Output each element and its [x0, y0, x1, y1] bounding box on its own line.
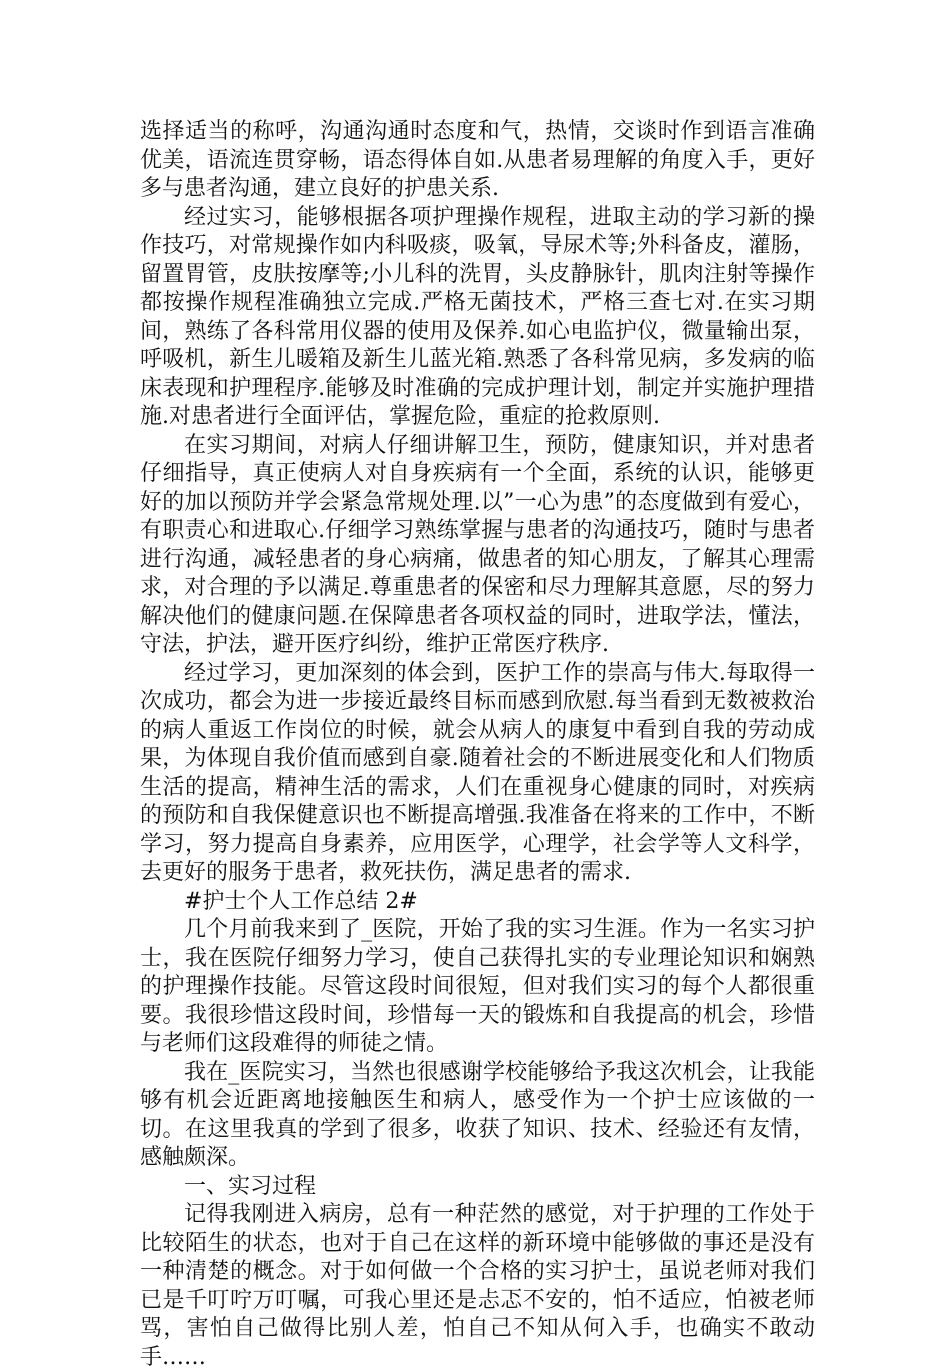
- paragraph-2: 经过实习，能够根据各项护理操作规程，进取主动的学习新的操作技巧，对常规操作如内科吸痰，吸氧，导尿术等;外科备皮，灌肠，留置胃管，皮肤按摩等;小儿科的洗胃，头皮静脉针，肌肉注射等操作都按操作规程准确独立完成.严格无菌技术，严格三查七对.在实习期间，熟练了各科常用仪器的使用及保养.如心电监护仪，微量输出泵，呼吸机，新生儿暖箱及新生儿蓝光箱.熟悉了各科常见病，多发病的临床表现和护理程序.能够及时准确的完成护理计划，制定并实施护理措施.对患者进行全面评估，掌握危险，重症的抢救原则.: [140, 204, 815, 429]
- paragraph-5: 几个月前我来到了_医院，开始了我的实习生涯。作为一名实习护士，我在医院仔细努力学习，使自己获得扎实的专业理论知识和娴熟的护理操作技能。尽管这段时间很短，但对我们实习的每个人都很重要。我很珍惜这段时间，珍惜每一天的锻炼和自我提高的机会，珍惜与老师们这段难得的师徒之情。: [140, 917, 815, 1056]
- section-heading-internship-process: 一、实习过程: [184, 1173, 317, 1199]
- paragraph-1: 选择适当的称呼，沟通沟通时态度和气，热情，交谈时作到语言准确优美，语流连贯穿畅，语态得体自如.从患者易理解的角度入手，更好多与患者沟通，建立良好的护患关系.: [140, 119, 815, 201]
- document-body: [140, 118, 815, 1372]
- paragraph-3: 在实习期间，对病人仔细讲解卫生，预防，健康知识，并对患者仔细指导，真正使病人对自身疾病有一个全面，系统的认识，能够更好的加以预防并学会紧急常规处理.以”一心为患”的态度做到有爱心，有职责心和进取心.仔细学习熟练掌握与患者的沟通技巧，随时与患者进行沟通，减轻患者的身心病痛，做患者的知心朋友，了解其心理需求，对合理的予以满足.尊重患者的保密和尽力理解其意愿，尽的努力解决他们的健康问题.在保障患者各项权益的同时，进取学法，懂法，守法，护法，避开医疗纠纷，维护正常医疗秩序.: [140, 432, 815, 657]
- paragraph-4: 经过学习，更加深刻的体会到，医护工作的崇高与伟大.每取得一次成功，都会为进一步接近最终目标而感到欣慰.每当看到无数被救治的病人重返工作岗位的时候，就会从病人的康复中看到自我的劳动成果，为体现自我价值而感到自豪.随着社会的不断进展变化和人们物质生活的提高，精神生活的需求，人们在重视身心健康的同时，对疾病的预防和自我保健意识也不断提高增强.我准备在将来的工作中，不断学习，努力提高自身素养，应用医学，心理学，社会学等人文科学，去更好的服务于患者，救死扶伤，满足患者的需求.: [140, 660, 815, 885]
- section-heading-summary-2: #护士个人工作总结 2#: [184, 888, 418, 914]
- paragraph-6: 我在_医院实习，当然也很感谢学校能够给予我这次机会，让我能够有机会近距离地接触医生和病人，感受作为一个护士应该做的一切。在这里我真的学到了很多，收获了知识、技术、经验还有友情，感触颇深。: [140, 1059, 815, 1170]
- paragraph-7: 记得我刚进入病房，总有一种茫然的感觉，对于护理的工作处于比较陌生的状态，也对于自己在这样的新环境中能够做的事还是没有一种清楚的概念。对于如何做一个合格的实习护士，虽说老师对我们已是千叮咛万叮嘱，可我心里还是忐忑不安的，怕不适应，怕被老师骂，害怕自己做得比别人差，怕自己不知从何入手，也确实不敢动手……: [140, 1202, 815, 1370]
